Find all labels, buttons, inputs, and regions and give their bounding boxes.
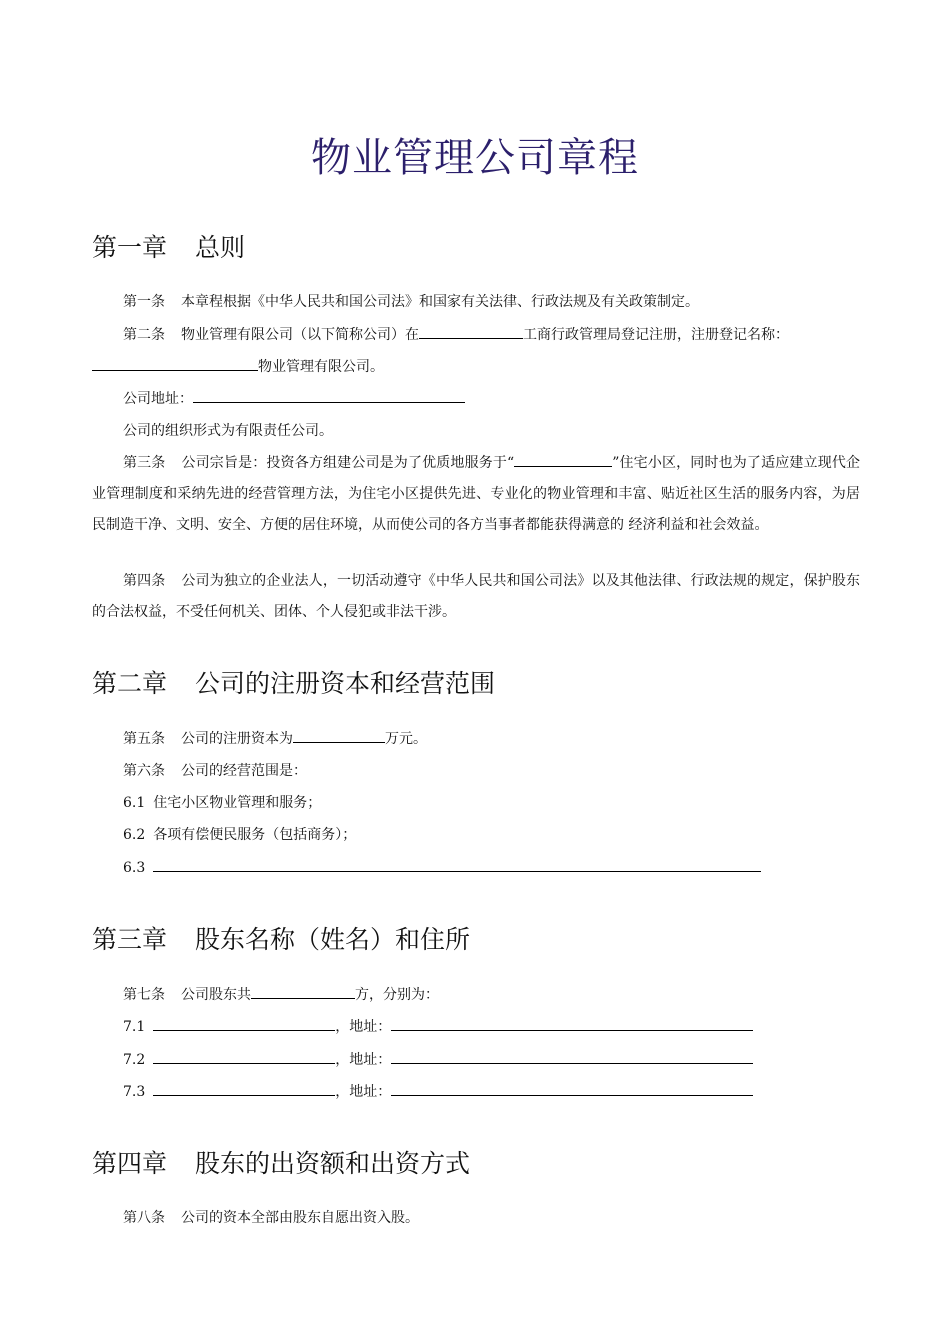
item-label: 7.3	[123, 1084, 146, 1100]
article-label: 第五条	[123, 731, 165, 747]
article-text: 公司的资本全部由股东自愿出资入股。	[181, 1210, 419, 1226]
article-5	[123, 729, 427, 748]
article-text: ”住宅小区，同时也为了适应建立现代企业管理制度和采纳先进的经营管理方法，为住宅小区提供先进、专业化的物业管理和丰富、贴近社区生活的服务内容，为居民制造干净、文明、安全、方便的居住环境，从而使公司的各方当事者都能获得满意的 经济利益和社会效益。	[92, 455, 861, 533]
article-7	[123, 985, 439, 1004]
chapter-3-heading	[92, 920, 470, 956]
article-text: 本章程根据《中华人民共和国公司法》和国家有关法律、行政法规及有关政策制定。	[181, 294, 699, 310]
article-4	[92, 566, 860, 628]
address-label: ，地址：	[335, 1019, 392, 1035]
chapter-number: 第一章	[92, 233, 168, 262]
chapter-number: 第四章	[92, 1149, 168, 1178]
chapter-2-heading	[92, 664, 495, 700]
shareholder-7-2	[123, 1050, 753, 1069]
article-text: 物业管理有限公司（以下简称公司）在	[181, 327, 419, 343]
chapter-number: 第三章	[92, 925, 168, 954]
item-label: 7.2	[123, 1052, 146, 1068]
shareholder-address-blank[interactable]	[391, 1050, 753, 1064]
shareholder-address-blank[interactable]	[391, 1017, 753, 1031]
article-text: 公司的注册资本为	[181, 731, 293, 747]
article-label: 第一条	[123, 294, 165, 310]
article-2	[123, 325, 789, 344]
shareholder-7-1	[123, 1017, 753, 1036]
article-label: 第二条	[123, 327, 165, 343]
article-label: 第七条	[123, 987, 165, 1003]
shareholder-name-blank[interactable]	[153, 1082, 335, 1096]
item-text: 住宅小区物业管理和服务；	[153, 795, 322, 811]
article-text: 工商行政管理局登记注册，注册登记名称：	[523, 327, 789, 343]
article-1	[123, 293, 699, 311]
article-3	[92, 448, 860, 541]
article-6	[123, 762, 307, 780]
article-text: 万元。	[385, 731, 427, 747]
item-label: 6.1	[123, 795, 146, 811]
shareholder-address-blank[interactable]	[391, 1082, 753, 1096]
shareholder-name-blank[interactable]	[153, 1017, 335, 1031]
item-text: 各项有偿便民服务（包括商务）；	[153, 827, 357, 843]
chapter-name: 股东的出资额和出资方式	[195, 1149, 471, 1178]
article-text: 公司宗旨是：投资各方组建公司是为了优质地服务于“	[181, 455, 515, 471]
article-label: 第八条	[123, 1210, 165, 1226]
chapter-4-heading	[92, 1144, 470, 1180]
company-address-blank[interactable]	[193, 389, 465, 403]
article-label: 第四条	[123, 573, 166, 589]
chapter-1-heading	[92, 228, 245, 264]
article-text: 公司的经营范围是：	[181, 763, 307, 779]
shareholder-name-blank[interactable]	[153, 1050, 335, 1064]
item-label: 6.2	[123, 827, 146, 843]
address-label: 公司地址：	[123, 391, 193, 407]
residential-area-blank[interactable]	[514, 453, 612, 467]
chapter-name: 股东名称（姓名）和住所	[195, 925, 471, 954]
scope-item-6-1	[123, 794, 321, 812]
org-form-text: 公司的组织形式为有限责任公司。	[123, 423, 333, 439]
document-title: 物业管理公司章程	[311, 135, 639, 181]
chapter-name: 总则	[195, 233, 246, 262]
chapter-number: 第二章	[92, 669, 168, 698]
chapter-name: 公司的注册资本和经营范围	[195, 669, 496, 698]
scope-item-6-3	[123, 858, 761, 877]
organization-form	[123, 422, 333, 440]
scope-item-6-3-blank[interactable]	[153, 858, 761, 872]
article-2-continued	[92, 357, 384, 376]
registration-authority-blank[interactable]	[419, 325, 523, 339]
article-label: 第三条	[123, 455, 166, 471]
address-label: ，地址：	[335, 1052, 392, 1068]
article-text: 方，分别为：	[355, 987, 439, 1003]
article-text: 公司为独立的企业法人，一切活动遵守《中华人民共和国公司法》以及其他法律、行政法规的规定，保护股东的合法权益，不受任何机关、团体、个人侵犯或非法干涉。	[92, 573, 860, 620]
shareholder-count-blank[interactable]	[251, 985, 355, 999]
registered-capital-blank[interactable]	[293, 729, 385, 743]
article-text: 公司股东共	[181, 987, 251, 1003]
company-address-line	[123, 389, 465, 408]
item-label: 6.3	[123, 860, 146, 876]
scope-item-6-2	[123, 826, 356, 844]
article-8	[123, 1209, 419, 1227]
company-name-blank[interactable]	[92, 357, 258, 371]
article-label: 第六条	[123, 763, 165, 779]
address-label: ，地址：	[335, 1084, 392, 1100]
shareholder-7-3	[123, 1082, 753, 1101]
article-text: 物业管理有限公司。	[258, 359, 384, 375]
item-label: 7.1	[123, 1019, 146, 1035]
